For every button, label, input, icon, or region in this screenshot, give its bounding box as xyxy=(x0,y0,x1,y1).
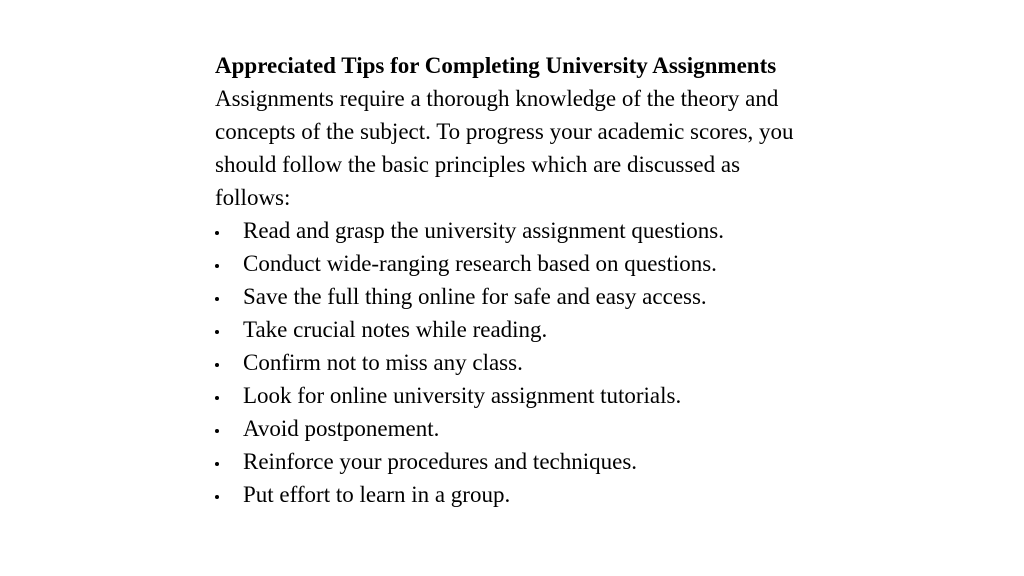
tips-list xyxy=(215,214,815,511)
tip-text: Confirm not to miss any class. xyxy=(243,350,523,375)
tip-text: Take crucial notes while reading. xyxy=(243,317,548,342)
list-item xyxy=(215,412,815,445)
list-item xyxy=(215,247,815,280)
list-item xyxy=(215,214,815,247)
list-item xyxy=(215,280,815,313)
tip-text: Save the full thing online for safe and easy access. xyxy=(243,284,707,309)
list-item xyxy=(215,379,815,412)
tip-text: Put effort to learn in a group. xyxy=(243,482,511,507)
tip-text: Avoid postponement. xyxy=(243,416,440,441)
tip-text: Conduct wide-ranging research based on questions. xyxy=(243,251,717,276)
intro-paragraph: Assignments require a thorough knowledge of the theory and concepts of the subject. To progress your academic scores, you should follow the basic principles which are discussed as follows: xyxy=(215,86,794,210)
list-item xyxy=(215,445,815,478)
tip-text: Read and grasp the university assignment questions. xyxy=(243,218,725,243)
list-item xyxy=(215,346,815,379)
tip-text: Reinforce your procedures and techniques. xyxy=(243,449,638,474)
list-item xyxy=(215,313,815,346)
tip-text: Look for online university assignment tutorials. xyxy=(243,383,682,408)
text-block xyxy=(215,49,815,511)
list-item xyxy=(215,478,815,511)
document-title: Appreciated Tips for Completing University Assignments xyxy=(215,53,777,78)
